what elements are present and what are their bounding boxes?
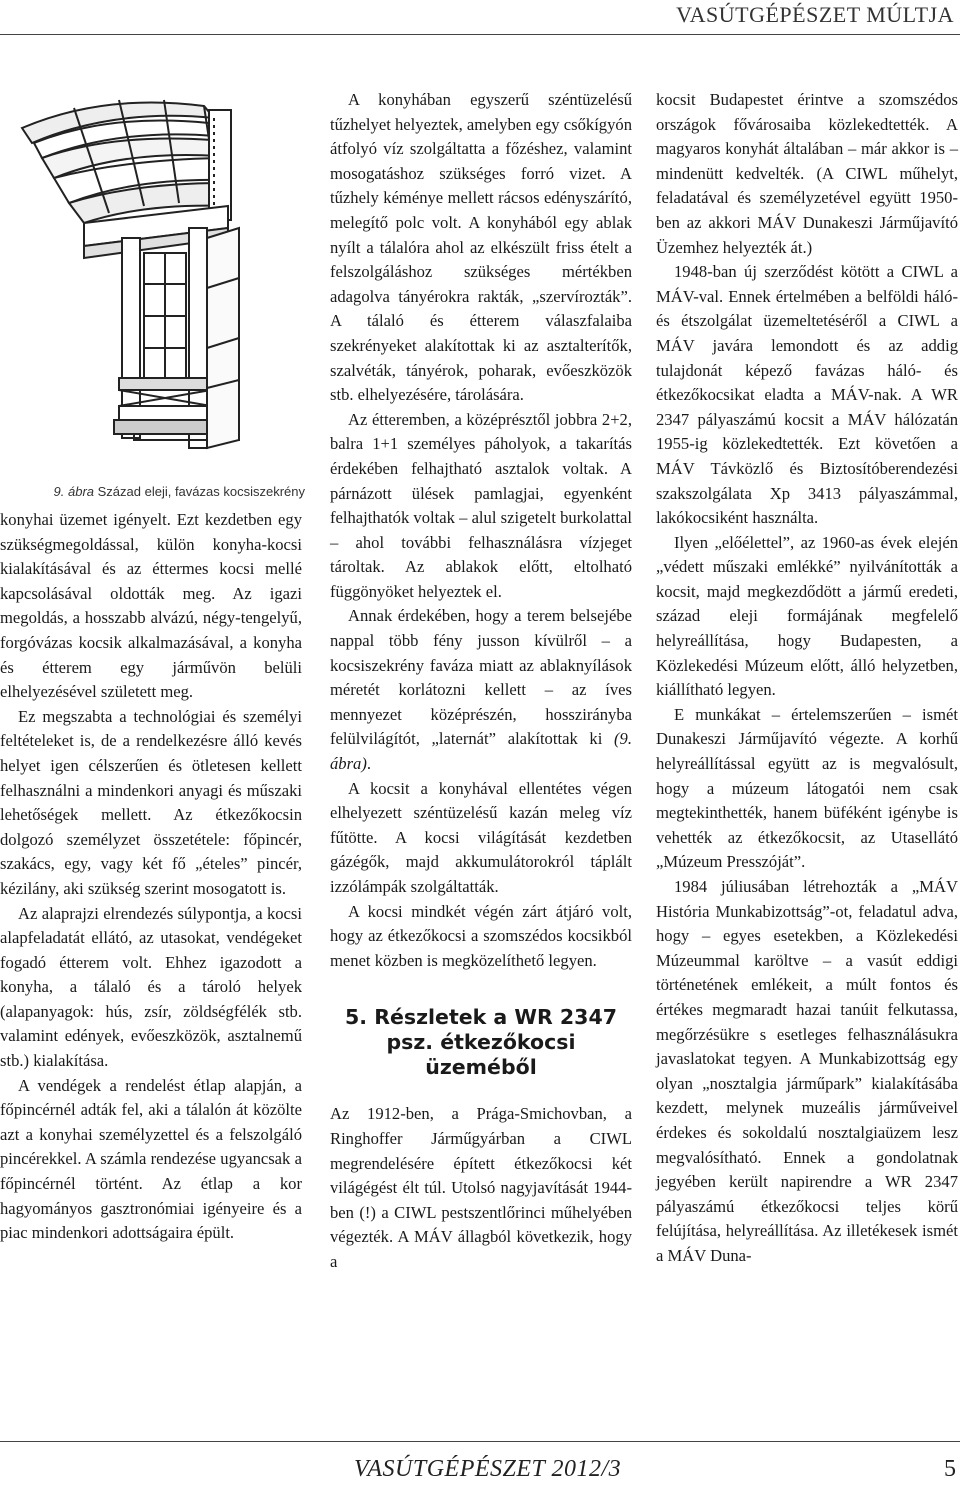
- col1-paragraph-3: Az alaprajzi elrendezés súlypontja, a kocsi alapfeladatát ellátó, az utasokat, vendégeket fogadó étterem volt. Ehhez igazodott a konyha, a tálaló és a tároló helyek (alapanyagok: hús, zsír, zöldségfélék stb. valamint edények, evőeszközök, asztalnemű stb.) kialakítása.: [0, 903, 302, 1071]
- section-title: 5. Részletek a WR 2347 psz. étkezőkocsi üzeméből: [345, 1005, 617, 1080]
- page-number: 5: [944, 1456, 956, 1482]
- col2-paragraph-3: [330, 604, 632, 776]
- figure-9: [0, 88, 305, 508]
- col3-paragraph-3: Ilyen „előélettel”, az 1960-as évek elején „védett műszaki emlékké” nyilvánították a kocsit, majd megkezdődött a jármű eredeti, század eleji formájának megfelelő helyreállítása, hogy Budapesten, a Közlekedési Múzeum előtt, álló helyzetben, kiállítható legyen.: [656, 532, 958, 700]
- column-3: [656, 88, 958, 1269]
- running-title: VASÚTGÉPÉSZET MÚLTJA: [676, 2, 954, 27]
- col3-paragraph-1: kocsit Budapestet érintve a szomszédos országok fővárosaiba közlekedtették. A magyaros konyhát általában – már akkor is – mindenütt kedvelték. (A CIWL műhelyt, feladatával és személyzetével együtt 1950-ben az akkori MÁV Dunakeszi Járműjavító Üzemhez helyezték át.): [656, 90, 958, 257]
- header-rule: [0, 34, 960, 35]
- col2-paragraph-1: A konyhában egyszerű széntüzelésű tűzhelyet helyeztek, amelyben egy csőkígyón átfolyó víz szolgáltatta a főzéshez, valamint mosogatáshoz szükséges forró vizet. A tűzhely kéménye mellett rácsos edényszárító, melegítő polc volt. A konyhából egy ablak nyílt a tálalóra ahol az elkészült friss ételt a felszolgáláshoz szükséges mértékben adagolva tányérokra rakták, „szervírozták”. A tálaló és étterem válaszfalaiba szekrényeket alakítottak ki az asztalterítők, szalvéták, tányérok, poharak, evőeszközök stb. elhelyezésére, tárolására.: [330, 90, 632, 405]
- col2-paragraph-2: Az étteremben, a középrésztől jobbra 2+2, balra 1+1 személyes páholyok, a takarítás érdekében felhajtható asztalok voltak. A párnázott ülések pamlagjai, egyenként felhajthatók voltak – alul szigetelt burkolattal – ahol további felhasználásra vízjeget tároltak. Az ablakok előtt, eltolható függönyöket helyeztek el.: [330, 409, 632, 601]
- figure-caption: [0, 484, 305, 499]
- col2-paragraph-4: A kocsit a konyhával ellentétes végen elhelyezett széntüzelésű kazán meleg víz fűtötte. A kocsi világítását kezdetben gázégők, majd akkumulátorokról táplált izzólámpák szolgáltatták.: [330, 778, 632, 896]
- figure-reference: (9. ábra): [330, 729, 632, 774]
- figure-caption-ref: 9. ábra: [53, 484, 95, 499]
- col1-paragraph-2: Ez megszabta a technológiai és személyi feltételeket is, de a rendelkezésre álló kevés helyet igen célszerűen és ötletesen kellett felhasználni a mindenkori anyagi és műszaki lehetőségek mellett. Az étkezőkocsin dolgozó személyzet összetétele: főpincér, szakács, egy, vagy két fő „ételes” pincér, kézilány, aki szükség szerint mosogatott is.: [0, 706, 302, 898]
- footer-rule: [0, 1441, 960, 1442]
- column-1: [0, 508, 302, 1246]
- col3-paragraph-4: E munkákat – értelemszerűen – ismét Dunakeszi Járműjavító végezte. A korhű helyreállítással együtt az is megvalósult, hogy a múzeum látogatói nem csak megtekinthették, hanem büféként igénybe is vehették az étkezőkocsit, az Utasellátó „Múzeum Presszóját”.: [656, 704, 958, 872]
- figure-caption-text: Század eleji, favázas kocsiszekrény: [94, 484, 305, 499]
- col1-paragraph-1: konyhai üzemet igényelt. Ezt kezdetben egy szükségmegoldással, külön konyha-kocsi kialakításával és az éttermes kocsi mellé kapcsolásával oldották meg. Az igazi megoldás, a hosszabb alvázú, négy-tengelyű, forgóvázas kocsik alkalmazásával, a konyha és étterem egy járművön belüli elhelyezésével született meg.: [0, 510, 302, 702]
- col2-paragraph-3-text: Annak érdekében, hogy a terem belsejébe nappal több fény jusson kívülről – a kocsiszekrény faváza miatt az ablaknyílások méretét korlátozni kellett – az íves mennyezet középrészén, hosszirányba felülvilágítót, „laternát” alakítottak ki: [330, 606, 632, 749]
- col2-paragraph-5: A kocsi mindkét végén zárt átjáró volt, hogy az étkezőkocsi a szomszédos kocsikból menet közben is megközelíthető legyen.: [330, 901, 632, 970]
- col3-paragraph-5: 1984 júliusában létrehozták a „MÁV História Munkabizottság”-ot, feladatul adva, hogy – egyes esetekben, a Közlekedési Múzeummal karöltve – a vasút eddigi történetének emlékeit, a múlt fontos és értékes megmaradt hazai tanúit felkutassa, megőrzésükre s esetleges felhasználásukra javaslatokat tegyen. A Munkabizottság egy olyan „nosztalgia járműpark” kialakításába kezdett, melynek muzeális járműveivel érdekes és sokoldalú nosztalgiaüzem lesz megvalósítható. Ennek a gondolatnak jegyében került napirendre a WR 2347 pályaszámú étkezőkocsi teljes körű felújítása, helyreállítása. Az illetékesek ismét a MÁV Duna-: [656, 877, 958, 1265]
- col3-paragraph-2: 1948-ban új szerződést kötött a CIWL a MÁV-val. Ennek értelmében a belföldi háló- és étszolgálat üzemeltetéséről a CIWL a MÁV javára lemondott és az addig tulajdonát képező favázas háló- és étkezőkocsikat eladta a MÁV-nak. A WR 2347 pályaszámú kocsit a MÁV hálózatán 1955-ig közlekedtették. Ezt követően a MÁV Távközlő és Biztosítóberendezési szakszolgálata Xp 3413 pályaszámmal, lakókocsiként használta.: [656, 262, 958, 528]
- col2-paragraph-3-end: .: [366, 754, 372, 774]
- col2-paragraph-6: Az 1912-ben, a Prága-Smichovban, a Ringhoffer Járműgyárban a CIWL megrendelésére épített étkezőkocsi két világégést élt túl. Utolsó nagyjavítását 1944-ben (!) a CIWL pestszentlőrinci műhelyében végezték. A MÁV állagból következik, hogy a: [330, 1104, 632, 1271]
- journal-issue: VASÚTGÉPÉSZET 2012/3: [354, 1456, 622, 1482]
- column-2: [330, 88, 632, 1275]
- wooden-carriage-body-frame-drawing-icon: [14, 88, 284, 473]
- col1-paragraph-4: A vendégek a rendelést étlap alapján, a főpincérnél adták fel, aki a tálalón át közölte azt a konyhai személyzettel és a felszolgáló pincérekkel. A számla rendezése ugyancsak a főpincérnél történt. Az étlap a kor hagyományos gasztronómiai igényeire és a piac mindenkori adottságaira épült.: [0, 1075, 302, 1243]
